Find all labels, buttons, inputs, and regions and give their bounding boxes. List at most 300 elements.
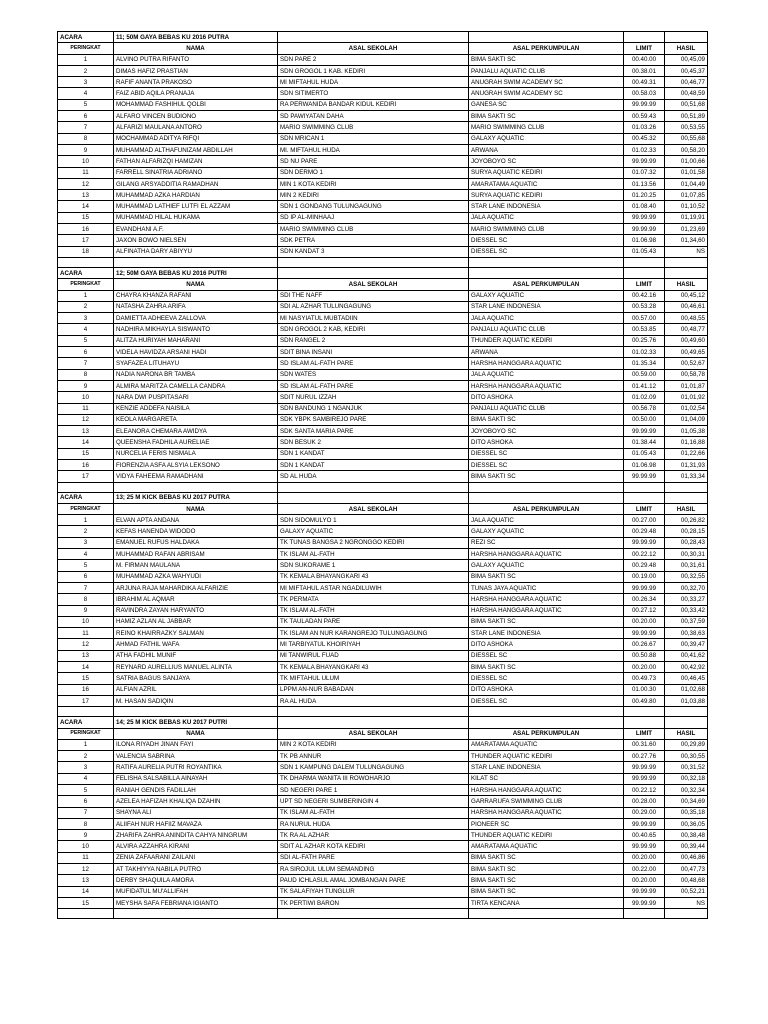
result-cell: 00,38,48 xyxy=(665,830,708,841)
limit-cell: 01.08.40 xyxy=(624,201,665,212)
table-row xyxy=(58,605,708,616)
result-cell: 00,46,61 xyxy=(665,301,708,312)
school-cell: SDN SUKORAME 1 xyxy=(278,560,469,571)
empty-cell xyxy=(58,257,114,267)
table-row xyxy=(58,695,708,706)
rank-cell: 9 xyxy=(58,380,114,391)
club-cell: ANUGRAH SWIM ACADEMY SC xyxy=(469,88,624,99)
hasil-header: HASIL xyxy=(665,279,708,290)
rank-cell: 8 xyxy=(58,818,114,829)
rank-cell: 2 xyxy=(58,751,114,762)
limit-cell: 00.59.43 xyxy=(624,111,665,122)
empty-cell xyxy=(58,482,114,492)
table-row xyxy=(58,571,708,582)
rank-cell: 6 xyxy=(58,571,114,582)
peringkat-header: PERINGKAT xyxy=(58,503,114,514)
empty-cell xyxy=(278,32,469,43)
result-cell: 00,33,42 xyxy=(665,605,708,616)
result-cell: 00,30,31 xyxy=(665,549,708,560)
rank-cell: 3 xyxy=(58,313,114,324)
table-row xyxy=(58,582,708,593)
school-cell: MIN 1 KOTA KEDIRI xyxy=(278,178,469,189)
club-cell: KILAT SC xyxy=(469,773,624,784)
club-cell: TIRTA KENCANA xyxy=(469,897,624,908)
club-cell: SURYA AQUATIC KEDIRI xyxy=(469,190,624,201)
result-cell: 00,31,52 xyxy=(665,762,708,773)
empty-cell xyxy=(624,909,665,919)
name-cell: REINO KHAIRRAZKY SALMAN xyxy=(114,628,278,639)
table-row xyxy=(58,246,708,257)
limit-cell: 00.19.00 xyxy=(624,571,665,582)
limit-cell: 99.99.99 xyxy=(624,224,665,235)
name-cell: AZELEA HAFIZAH KHALIQA DZAHIN xyxy=(114,796,278,807)
empty-cell xyxy=(665,492,708,503)
result-cell: NS xyxy=(665,897,708,908)
result-cell: 01,33,34 xyxy=(665,471,708,482)
school-cell: SDN RANGEL 2 xyxy=(278,335,469,346)
table-row xyxy=(58,796,708,807)
table-row xyxy=(58,335,708,346)
empty-cell xyxy=(114,482,278,492)
rank-cell: 9 xyxy=(58,605,114,616)
name-cell: CHAYRA KHANZA RAFANI xyxy=(114,290,278,301)
club-cell: BIMA SAKTI SC xyxy=(469,571,624,582)
rank-cell: 10 xyxy=(58,156,114,167)
name-cell: KEOLA MARGARETA xyxy=(114,414,278,425)
hasil-header: HASIL xyxy=(665,728,708,739)
school-cell: TK PB ANNUR xyxy=(278,751,469,762)
name-cell: VIDELA HAVIDZA ARSANI HADI xyxy=(114,347,278,358)
school-cell: TK RA AL AZHAR xyxy=(278,830,469,841)
limit-cell: 00.27.76 xyxy=(624,751,665,762)
club-cell: PANJALU AQUATIC CLUB xyxy=(469,324,624,335)
limit-cell: 00.53.28 xyxy=(624,301,665,312)
event-title-row xyxy=(58,32,708,43)
limit-cell: 01.20.25 xyxy=(624,190,665,201)
nama-header: NAMA xyxy=(114,503,278,514)
empty-cell xyxy=(114,909,278,919)
rank-cell: 10 xyxy=(58,841,114,852)
school-cell: TK ISLAM AL-FATH xyxy=(278,605,469,616)
school-cell: SDI AL AZHAR TULUNGAGUNG xyxy=(278,301,469,312)
club-cell: GALAXY AQUATIC xyxy=(469,560,624,571)
result-cell: 01,02,54 xyxy=(665,403,708,414)
table-row xyxy=(58,380,708,391)
result-cell: 00,53,55 xyxy=(665,122,708,133)
empty-cell xyxy=(665,257,708,267)
rank-cell: 7 xyxy=(58,582,114,593)
result-cell: 00,31,61 xyxy=(665,560,708,571)
event-title-row xyxy=(58,267,708,278)
name-cell: MUHAMMAD AZKA HARDIAN xyxy=(114,190,278,201)
empty-cell xyxy=(469,717,624,728)
table-row xyxy=(58,167,708,178)
club-cell: AMARATAMA AQUATIC xyxy=(469,841,624,852)
school-cell: MIN 2 KEDIRI xyxy=(278,190,469,201)
limit-cell: 99.99.99 xyxy=(624,537,665,548)
table-row xyxy=(58,122,708,133)
result-cell: 00,45,12 xyxy=(665,290,708,301)
rank-cell: 13 xyxy=(58,875,114,886)
club-cell: GARRARUFA SWIMMING CLUB xyxy=(469,796,624,807)
limit-cell: 01.06.98 xyxy=(624,459,665,470)
asal-sekolah-header: ASAL SEKOLAH xyxy=(278,728,469,739)
school-cell: SDK SANTA MARIA PARE xyxy=(278,426,469,437)
name-cell: SYAFAZEA LITUHAYU xyxy=(114,358,278,369)
empty-cell xyxy=(114,707,278,717)
result-cell: 00,46,86 xyxy=(665,852,708,863)
event-title: 13; 25 M KICK BEBAS KU 2017 PUTRA xyxy=(114,492,278,503)
club-cell: HARSHA HANGGARA AQUATIC xyxy=(469,785,624,796)
result-cell: 00,41,62 xyxy=(665,650,708,661)
limit-cell: 00.20.00 xyxy=(624,852,665,863)
school-cell: SDN 1 KANDAT xyxy=(278,459,469,470)
school-cell: SDN SITIMERTO xyxy=(278,88,469,99)
result-cell: 00,55,68 xyxy=(665,133,708,144)
name-cell: ALFARO VINCEN BUDIONO xyxy=(114,111,278,122)
limit-cell: 01.02.33 xyxy=(624,347,665,358)
limit-cell: 00.20.00 xyxy=(624,616,665,627)
rank-cell: 1 xyxy=(58,515,114,526)
rank-cell: 5 xyxy=(58,335,114,346)
school-cell: MARIO SWIMMING CLUB xyxy=(278,122,469,133)
table-row xyxy=(58,65,708,76)
limit-cell: 99.99.99 xyxy=(624,628,665,639)
nama-header: NAMA xyxy=(114,43,278,54)
name-cell: ATHA FADHIL MUNIF xyxy=(114,650,278,661)
result-cell: 00,37,59 xyxy=(665,616,708,627)
rank-cell: 15 xyxy=(58,897,114,908)
limit-cell: 00.50.00 xyxy=(624,414,665,425)
rank-cell: 14 xyxy=(58,886,114,897)
empty-cell xyxy=(278,707,469,717)
club-cell: BIMA SAKTI SC xyxy=(469,54,624,65)
club-cell: BIMA SAKTI SC xyxy=(469,111,624,122)
club-cell: STAR LANE INDONESIA xyxy=(469,762,624,773)
school-cell: TK KEMALA BHAYANGKARI 43 xyxy=(278,662,469,673)
empty-cell xyxy=(624,717,665,728)
rank-cell: 8 xyxy=(58,369,114,380)
rank-cell: 12 xyxy=(58,864,114,875)
club-cell: DIESSEL SC xyxy=(469,235,624,246)
limit-cell: 01.13.56 xyxy=(624,178,665,189)
rank-cell: 7 xyxy=(58,122,114,133)
school-cell: SDIT BINA INSANI xyxy=(278,347,469,358)
rank-cell: 15 xyxy=(58,212,114,223)
club-cell: THUNDER AQUATIC KEDIRI xyxy=(469,751,624,762)
table-row xyxy=(58,77,708,88)
rank-cell: 14 xyxy=(58,662,114,673)
limit-cell: 99.99.99 xyxy=(624,818,665,829)
table-row xyxy=(58,212,708,223)
limit-cell: 01.06.98 xyxy=(624,235,665,246)
club-cell: MARIO SWIMMING CLUB xyxy=(469,122,624,133)
asal-perkumpulan-header: ASAL PERKUMPULAN xyxy=(469,728,624,739)
school-cell: SD ISLAM AL-FATH PARE xyxy=(278,358,469,369)
school-cell: SD AL HUDA xyxy=(278,471,469,482)
result-cell: 00,49,60 xyxy=(665,335,708,346)
table-header-row xyxy=(58,43,708,54)
rank-cell: 2 xyxy=(58,526,114,537)
name-cell: FAIZ ABID AQILA PRANAJA xyxy=(114,88,278,99)
empty-cell xyxy=(624,492,665,503)
name-cell: ARJUNA RAJA MAHARDIKA ALFARIZIE xyxy=(114,582,278,593)
table-row xyxy=(58,347,708,358)
table-row xyxy=(58,301,708,312)
club-cell: DIESSEL SC xyxy=(469,246,624,257)
school-cell: RA PERWANIDA BANDAR KIDUL KEDIRI xyxy=(278,99,469,110)
name-cell: SATRIA BAGUS SANJAYA xyxy=(114,673,278,684)
limit-cell: 00.58.03 xyxy=(624,88,665,99)
table-row xyxy=(58,324,708,335)
name-cell: ILONA RIYADH JINAN FAYI xyxy=(114,739,278,750)
limit-cell: 00.26.34 xyxy=(624,594,665,605)
table-row xyxy=(58,785,708,796)
name-cell: ALVINO PUTRA RIFANTO xyxy=(114,54,278,65)
school-cell: MI. MIFTAHUL HUDA xyxy=(278,144,469,155)
school-cell: TK TAULADAN PARE xyxy=(278,616,469,627)
school-cell: MI MIFTAHUL HUDA xyxy=(278,77,469,88)
limit-cell: 99.99.99 xyxy=(624,897,665,908)
empty-cell xyxy=(624,267,665,278)
result-cell: 01,03,88 xyxy=(665,695,708,706)
result-cell: 00,36,05 xyxy=(665,818,708,829)
empty-cell xyxy=(469,482,624,492)
result-cell: 01,05,38 xyxy=(665,426,708,437)
table-row xyxy=(58,99,708,110)
club-cell: BIMA SAKTI SC xyxy=(469,471,624,482)
school-cell: SDN MRICAN 1 xyxy=(278,133,469,144)
school-cell: SDN WATES xyxy=(278,369,469,380)
result-cell: 00,58,78 xyxy=(665,369,708,380)
rank-cell: 11 xyxy=(58,167,114,178)
school-cell: SD IP AL-MINHAAJ xyxy=(278,212,469,223)
result-cell: 01,01,92 xyxy=(665,392,708,403)
table-row xyxy=(58,662,708,673)
name-cell: ALFARIZI MAULANA ANTORO xyxy=(114,122,278,133)
name-cell: NURCELIA FERIS NISMALA xyxy=(114,448,278,459)
name-cell: SHAYNA ALI xyxy=(114,807,278,818)
name-cell: M. FIRMAN MAULANA xyxy=(114,560,278,571)
club-cell: STAR LANE INDONESIA xyxy=(469,201,624,212)
table-row xyxy=(58,133,708,144)
name-cell: NATASHA ZAHRA ARIFA xyxy=(114,301,278,312)
school-cell: SDI AL-FATH PARE xyxy=(278,852,469,863)
name-cell: ALFIAN AZRIL xyxy=(114,684,278,695)
name-cell: IBRAHIM AL AQMAR xyxy=(114,594,278,605)
rank-cell: 9 xyxy=(58,144,114,155)
empty-cell xyxy=(278,717,469,728)
rank-cell: 3 xyxy=(58,537,114,548)
limit-cell: 99.99.99 xyxy=(624,212,665,223)
school-cell: TK KEMALA BHAYANGKARI 43 xyxy=(278,571,469,582)
rank-cell: 2 xyxy=(58,301,114,312)
club-cell: DITO ASHOKA xyxy=(469,639,624,650)
school-cell: TK MIFTAHUL ULUM xyxy=(278,673,469,684)
empty-cell xyxy=(665,909,708,919)
school-cell: TK ISLAM AL-FATH xyxy=(278,549,469,560)
result-cell: 00,48,55 xyxy=(665,313,708,324)
event-title: 14; 25 M KICK BEBAS KU 2017 PUTRI xyxy=(114,717,278,728)
rank-cell: 12 xyxy=(58,639,114,650)
club-cell: JOYOBOYO SC xyxy=(469,426,624,437)
blank-row xyxy=(58,909,708,919)
empty-cell xyxy=(665,32,708,43)
name-cell: NADIA NARONA BR TAMBA xyxy=(114,369,278,380)
result-cell: 00,58,20 xyxy=(665,144,708,155)
name-cell: GILANG ARSYADDITIA RAMADHAN xyxy=(114,178,278,189)
rank-cell: 2 xyxy=(58,65,114,76)
name-cell: AT TAKHIYYA NABILA PUTRO xyxy=(114,864,278,875)
table-row xyxy=(58,526,708,537)
limit-cell: 00.53.85 xyxy=(624,324,665,335)
limit-header: LIMIT xyxy=(624,728,665,739)
limit-cell: 01.00.30 xyxy=(624,684,665,695)
limit-cell: 99.99.99 xyxy=(624,426,665,437)
empty-cell xyxy=(58,707,114,717)
name-cell: NADHIRA MIKHAYLA SISWANTO xyxy=(114,324,278,335)
result-cell: 01,31,93 xyxy=(665,459,708,470)
club-cell: DIESSEL SC xyxy=(469,673,624,684)
result-cell: 00,52,67 xyxy=(665,358,708,369)
name-cell: ALFINATHA DARY ABIYYU xyxy=(114,246,278,257)
school-cell: TK DHARMA WANITA III ROWOHARJO xyxy=(278,773,469,784)
name-cell: KEFAS HANENDA WIDODO xyxy=(114,526,278,537)
club-cell: AMARATAMA AQUATIC xyxy=(469,178,624,189)
limit-cell: 00.26.67 xyxy=(624,639,665,650)
limit-cell: 00.59.00 xyxy=(624,369,665,380)
table-row xyxy=(58,739,708,750)
hasil-header: HASIL xyxy=(665,43,708,54)
event-title-row xyxy=(58,717,708,728)
table-row xyxy=(58,751,708,762)
peringkat-header: PERINGKAT xyxy=(58,728,114,739)
limit-header: LIMIT xyxy=(624,503,665,514)
acara-label: ACARA xyxy=(58,32,114,43)
club-cell: PIONEER SC xyxy=(469,818,624,829)
limit-cell: 99.99.99 xyxy=(624,841,665,852)
limit-cell: 00.40.65 xyxy=(624,830,665,841)
school-cell: SDIT NURUL IZZAH xyxy=(278,392,469,403)
rank-cell: 11 xyxy=(58,852,114,863)
club-cell: HARSHA HANGGARA AQUATIC xyxy=(469,358,624,369)
club-cell: STAR LANE INDONESIA xyxy=(469,628,624,639)
school-cell: SD PAWIYATAN DAHA xyxy=(278,111,469,122)
table-row xyxy=(58,515,708,526)
club-cell: BIMA SAKTI SC xyxy=(469,662,624,673)
rank-cell: 4 xyxy=(58,88,114,99)
table-row xyxy=(58,841,708,852)
result-cell: 00,29,89 xyxy=(665,739,708,750)
table-row xyxy=(58,235,708,246)
limit-cell: 00.38.01 xyxy=(624,65,665,76)
school-cell: SDI THE NAFF xyxy=(278,290,469,301)
result-cell: 01,07,85 xyxy=(665,190,708,201)
empty-cell xyxy=(469,707,624,717)
name-cell: ALIIFAH NUR HAFIIZ MAVAZA xyxy=(114,818,278,829)
name-cell: ELVAN APTA ANDANA xyxy=(114,515,278,526)
asal-sekolah-header: ASAL SEKOLAH xyxy=(278,503,469,514)
club-cell: STAR LANE INDONESIA xyxy=(469,301,624,312)
result-cell: 00,26,82 xyxy=(665,515,708,526)
name-cell: NARA DWI PUSPITASARI xyxy=(114,392,278,403)
empty-cell xyxy=(665,482,708,492)
name-cell: MUHAMMAD RAFAN ABRISAM xyxy=(114,549,278,560)
event-title: 11; 50M GAYA BEBAS KU 2016 PUTRA xyxy=(114,32,278,43)
rank-cell: 17 xyxy=(58,695,114,706)
blank-row xyxy=(58,482,708,492)
club-cell: GALAXY AQUATIC xyxy=(469,290,624,301)
club-cell: HARSHA HANGGARA AQUATIC xyxy=(469,549,624,560)
limit-cell: 99.99.99 xyxy=(624,773,665,784)
result-cell: 00,28,15 xyxy=(665,526,708,537)
rank-cell: 11 xyxy=(58,403,114,414)
rank-cell: 5 xyxy=(58,99,114,110)
rank-cell: 6 xyxy=(58,796,114,807)
asal-perkumpulan-header: ASAL PERKUMPULAN xyxy=(469,43,624,54)
school-cell: MARIO SWIMMING CLUB xyxy=(278,224,469,235)
club-cell: PANJALU AQUATIC CLUB xyxy=(469,65,624,76)
limit-cell: 01.03.26 xyxy=(624,122,665,133)
name-cell: MUHAMMAD ALTHAFUNIZAM ABDILLAH xyxy=(114,144,278,155)
limit-cell: 99.99.99 xyxy=(624,156,665,167)
limit-cell: 00.22.12 xyxy=(624,549,665,560)
result-cell: 00,32,18 xyxy=(665,773,708,784)
limit-cell: 00.27.12 xyxy=(624,605,665,616)
name-cell: DERBY SHAQUILA AMORA xyxy=(114,875,278,886)
name-cell: MUHAMMAD HILAL HUKAMA xyxy=(114,212,278,223)
rank-cell: 5 xyxy=(58,785,114,796)
limit-cell: 00.49.73 xyxy=(624,673,665,684)
table-row xyxy=(58,560,708,571)
empty-cell xyxy=(114,257,278,267)
table-row xyxy=(58,875,708,886)
empty-cell xyxy=(624,32,665,43)
acara-label: ACARA xyxy=(58,267,114,278)
result-cell: 00,32,55 xyxy=(665,571,708,582)
club-cell: GALAXY AQUATIC xyxy=(469,526,624,537)
table-row xyxy=(58,864,708,875)
name-cell: ELEANORA CHEMARA AWIDYA xyxy=(114,426,278,437)
result-cell: 00,33,27 xyxy=(665,594,708,605)
result-cell: 00,49,65 xyxy=(665,347,708,358)
rank-cell: 4 xyxy=(58,549,114,560)
table-row xyxy=(58,414,708,425)
school-cell: SDN BANDUNG 1 NGANJUK xyxy=(278,403,469,414)
school-cell: TK PERMATA xyxy=(278,594,469,605)
table-row xyxy=(58,313,708,324)
table-row xyxy=(58,437,708,448)
rank-cell: 3 xyxy=(58,77,114,88)
limit-cell: 00.22.12 xyxy=(624,785,665,796)
table-row xyxy=(58,673,708,684)
limit-cell: 00.40.00 xyxy=(624,54,665,65)
name-cell: ALVIRA AZZAHRA KIRANI xyxy=(114,841,278,852)
school-cell: SD ISLAM AL-FATH PARE xyxy=(278,380,469,391)
limit-cell: 00.20.00 xyxy=(624,875,665,886)
name-cell: RAVINDRA ZAYAN HARYANTO xyxy=(114,605,278,616)
limit-cell: 00.27.00 xyxy=(624,515,665,526)
rank-cell: 7 xyxy=(58,358,114,369)
result-cell: 01,04,49 xyxy=(665,178,708,189)
rank-cell: 12 xyxy=(58,414,114,425)
rank-cell: 10 xyxy=(58,616,114,627)
empty-cell xyxy=(469,267,624,278)
result-cell: 00,39,44 xyxy=(665,841,708,852)
nama-header: NAMA xyxy=(114,279,278,290)
name-cell: MOCHAMMAD ADITYA RIFQI xyxy=(114,133,278,144)
limit-cell: 00.29.48 xyxy=(624,526,665,537)
